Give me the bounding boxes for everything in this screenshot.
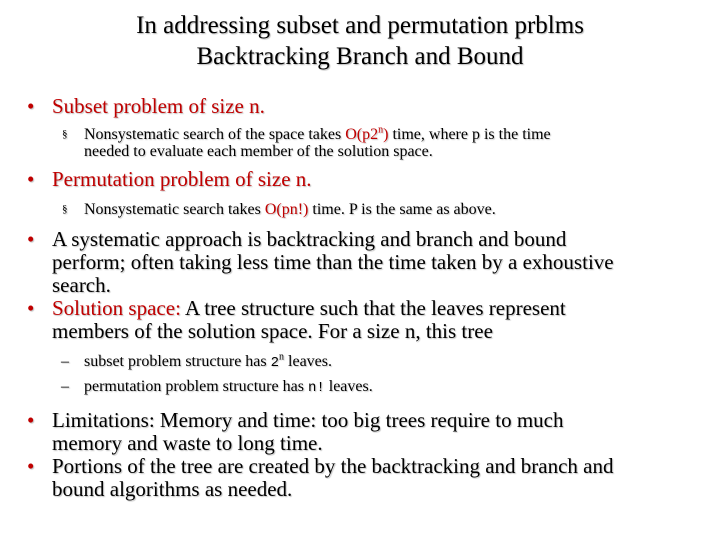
sub-bullet-subset-search: § Nonsystematic search of the space takes O(p2$^n$) time, where p is the time needed to evaluate each member of the solution space. <box>62 124 551 160</box>
title-line-2: Backtracking Branch and Bound <box>196 43 524 70</box>
bullet-limitations: • Limitations: Memory and time: too big trees require to much memory and waste to long time. <box>27 408 564 455</box>
bullet-icon: • <box>27 227 35 251</box>
slide-title <box>0 10 720 72</box>
bullet-solution-space: • Solution space: A tree structure such that the leaves represent members of the solution space. For a size n, this tree <box>27 296 566 343</box>
slide-body <box>0 95 720 501</box>
square-bullet-icon: § <box>62 128 68 140</box>
dash-bullet-icon: – <box>61 378 69 395</box>
bullet-icon: • <box>27 408 35 432</box>
sub-bullet-permutation-structure: – permutation problem structure has n! leaves. <box>61 378 373 396</box>
bullet-systematic-approach: • A systematic approach is backtracking and branch and bound perform; often taking less time than the time taken by a exhoustive search. <box>27 227 614 297</box>
bullet-subset-problem: • Subset problem of size n. <box>27 94 265 118</box>
bullet-icon: • <box>27 296 35 320</box>
sub-bullet-subset-structure: – subset problem structure has 2$^n$ leaves. <box>61 351 333 371</box>
bullet-icon: • <box>27 454 35 478</box>
bullet-icon: • <box>27 94 35 118</box>
bullet-icon: • <box>27 167 35 191</box>
square-bullet-icon: § <box>62 203 68 215</box>
bullet-permutation-problem: • Permutation problem of size n. <box>27 167 312 191</box>
bullet-portions-of-tree: • Portions of the tree are created by the backtracking and branch and bound algorithms as needed. <box>27 454 614 501</box>
dash-bullet-icon: – <box>61 353 69 370</box>
title-line-1: In addressing subset and permutation prblms <box>136 12 584 39</box>
sub-bullet-permutation-search: § Nonsystematic search takes O(pn!) time. P is the same as above. <box>62 201 496 218</box>
